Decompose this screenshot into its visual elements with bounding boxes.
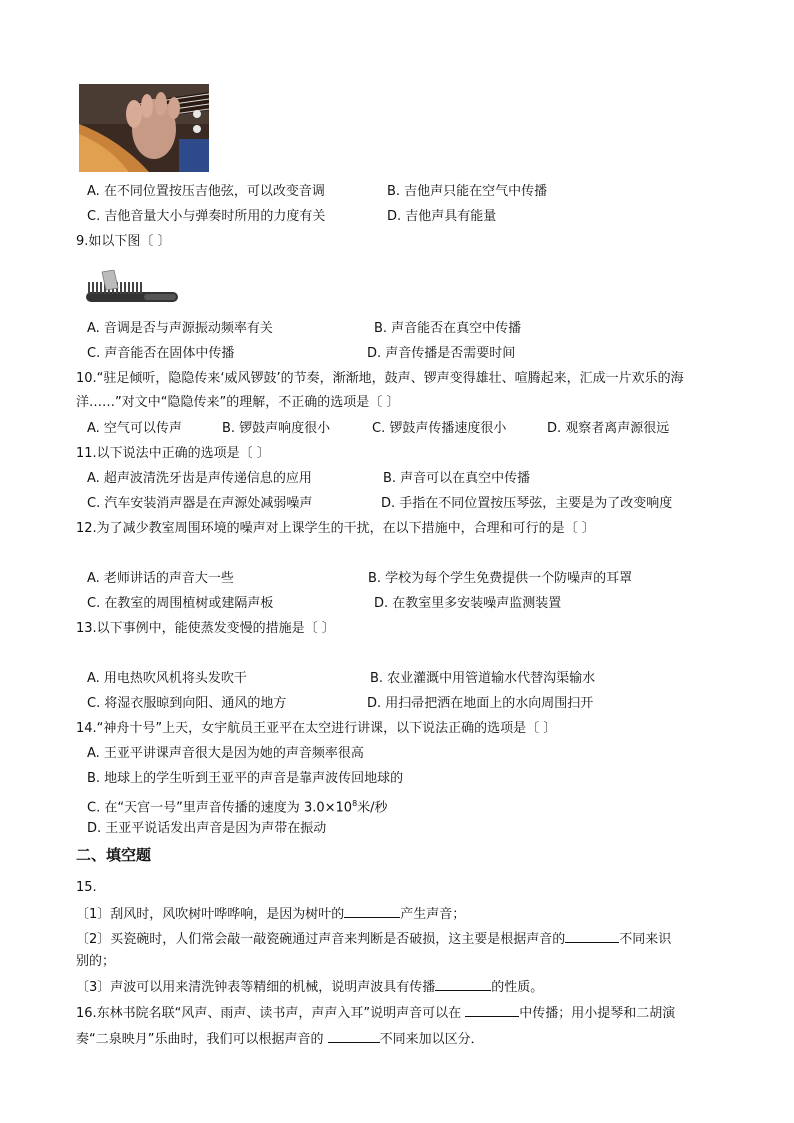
q8-option-b[interactable]: B. 吉他声只能在空气中传播 xyxy=(387,184,548,199)
q11-option-b[interactable]: B. 声音可以在真空中传播 xyxy=(383,471,531,486)
q12-option-a[interactable]: A. 老师讲话的声音大一些 xyxy=(87,571,234,586)
q10-option-b[interactable]: B. 锣鼓声响度很小 xyxy=(222,421,331,436)
q11-option-c[interactable]: C. 汽车安装消声器是在声源处减弱噪声 xyxy=(87,496,313,511)
q12-option-c[interactable]: C. 在教室的周围植树或建隔声板 xyxy=(87,596,274,611)
q10-option-d[interactable]: D. 观察者离声源很远 xyxy=(547,421,670,436)
q8-option-a[interactable]: A. 在不同位置按压吉他弦，可以改变音调 xyxy=(87,184,325,199)
q14-stem: 14.“神舟十号”上天，女宇航员王亚平在太空进行讲课，以下说法正确的选项是〔 〕 xyxy=(76,721,557,736)
q14-option-c-unit: 米/秒 xyxy=(357,800,388,816)
q8-option-d[interactable]: D. 吉他声具有能量 xyxy=(387,209,497,224)
comb-card-image xyxy=(84,270,180,310)
q9-option-c[interactable]: C. 声音能否在固体中传播 xyxy=(87,346,235,361)
q14-option-d[interactable]: D. 王亚平说话发出声音是因为声带在振动 xyxy=(87,821,327,836)
q16-blank-2[interactable] xyxy=(328,1029,380,1043)
q13-option-c[interactable]: C. 将湿衣服晾到向阳、通风的地方 xyxy=(87,696,287,711)
q16-line1-post: 中传播；用小提琴和二胡演 xyxy=(519,1006,676,1021)
q14-option-a[interactable]: A. 王亚平讲课声音很大是因为她的声音频率很高 xyxy=(87,746,364,761)
q16-blank-1[interactable] xyxy=(465,1003,519,1017)
q15-part2-post: 不同来识 xyxy=(619,932,672,947)
q9-stem: 9.如以下图〔 〕 xyxy=(76,234,171,249)
q11-stem: 11.以下说法中正确的选项是〔 〕 xyxy=(76,446,270,461)
q13-option-d[interactable]: D. 用扫帚把洒在地面上的水向周围扫开 xyxy=(367,696,594,711)
q15-blank-3[interactable] xyxy=(435,977,491,991)
q15-part1-pre: 〔1〕刮风时，风吹树叶哗哗响，是因为树叶的 xyxy=(76,907,345,922)
q10-stem-line1: 10.“驻足倾听，隐隐传来‘威风锣鼓’的节奏，渐渐地，鼓声、锣声变得雄壮、喧腾起来，汇成一片欢乐的海 xyxy=(76,371,684,386)
q15-part2-line2: 别的； xyxy=(76,954,116,969)
q15-part3 xyxy=(76,977,543,997)
q14-option-c-exponent: 8 xyxy=(352,799,358,808)
q14-option-c-text: C. 在“天宫一号”里声音传播的速度为 3.0×10 xyxy=(87,800,353,816)
q9-option-b[interactable]: B. 声音能否在真空中传播 xyxy=(374,321,522,336)
q15-part3-pre: 〔3〕声波可以用来清洗钟表等精细的机械，说明声波具有传播 xyxy=(76,980,436,995)
q10-option-a[interactable]: A. 空气可以传声 xyxy=(87,421,182,436)
q14-option-b[interactable]: B. 地球上的学生听到王亚平的声音是靠声波传回地球的 xyxy=(87,771,404,786)
guitar-photo xyxy=(79,84,209,172)
q15-part2 xyxy=(76,929,671,949)
q9-option-d[interactable]: D. 声音传播是否需要时间 xyxy=(367,346,516,361)
q9-option-a[interactable]: A. 音调是否与声源振动频率有关 xyxy=(87,321,273,336)
q15-blank-1[interactable] xyxy=(344,904,400,918)
q16-line2 xyxy=(76,1029,484,1049)
q10-stem-line2: 洋……”对文中“隐隐传来”的理解，不正确的选项是〔 〕 xyxy=(76,395,400,410)
q16-line2-pre: 奏“二泉映月”乐曲时，我们可以根据声音的 xyxy=(76,1032,328,1047)
q14-option-c[interactable] xyxy=(87,795,388,817)
q16-line2-post: 不同来加以区分． xyxy=(379,1032,484,1047)
q13-option-a[interactable]: A. 用电热吹风机将头发吹干 xyxy=(87,671,247,686)
q12-option-d[interactable]: D. 在教室里多安装噪声监测装置 xyxy=(374,596,562,611)
q15-part1 xyxy=(76,904,465,924)
q15-part2-pre: 〔2〕买瓷碗时，人们常会敲一敲瓷碗通过声音来判断是否破损，这主要是根据声音的 xyxy=(76,932,566,947)
q16-line1 xyxy=(76,1003,675,1023)
q13-option-b[interactable]: B. 农业灌溉中用管道输水代替沟渠输水 xyxy=(370,671,596,686)
q16-line1-pre: 16.东林书院名联“风声、雨声、读书声，声声入耳”说明声音可以在 xyxy=(76,1006,466,1021)
q11-option-d[interactable]: D. 手指在不同位置按压琴弦，主要是为了改变响度 xyxy=(381,496,673,511)
q12-stem: 12.为了减少教室周围环境的噪声对上课学生的干扰，在以下措施中，合理和可行的是〔 〕 xyxy=(76,521,595,536)
q13-stem: 13.以下事例中，能使蒸发变慢的措施是〔 〕 xyxy=(76,621,335,636)
q11-option-a[interactable]: A. 超声波清洗牙齿是声传递信息的应用 xyxy=(87,471,312,486)
q15-number: 15. xyxy=(76,880,97,895)
q12-option-b[interactable]: B. 学校为每个学生免费提供一个防噪声的耳罩 xyxy=(368,571,633,586)
q15-blank-2[interactable] xyxy=(565,929,619,943)
q8-option-c[interactable]: C. 吉他音量大小与弹奏时所用的力度有关 xyxy=(87,209,326,224)
q15-part3-post: 的性质。 xyxy=(491,980,544,995)
q15-part1-post: 产生声音； xyxy=(400,907,466,922)
section-title-fill-blank: 二、填空题 xyxy=(76,846,152,864)
q10-option-c[interactable]: C. 锣鼓声传播速度很小 xyxy=(372,421,507,436)
